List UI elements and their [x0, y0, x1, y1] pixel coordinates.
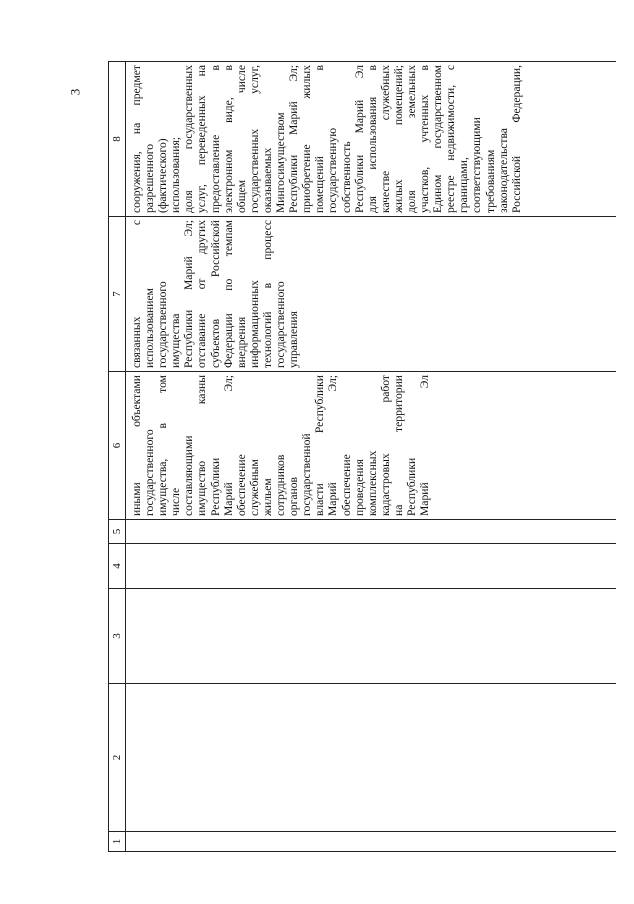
cell-col-5	[126, 520, 617, 544]
page-number: 3	[67, 88, 83, 96]
cell-line: государственного	[156, 281, 170, 368]
header-row	[109, 62, 126, 852]
col-header-6: 6	[109, 372, 126, 520]
cell-line: иными объектами	[130, 375, 143, 516]
cell-line: кадастровых работ	[378, 375, 392, 516]
col-header-3: 3	[109, 589, 126, 684]
cell-line: (фактического)	[156, 138, 170, 213]
col-header-4: 4	[109, 544, 126, 589]
cell-line: услуг, переведенных на	[195, 65, 209, 213]
cell-line: разрешенного	[143, 143, 157, 213]
cell-line: Федерации по темпам	[221, 220, 235, 368]
cell-line: требованиям	[483, 149, 497, 213]
cell-line: реестре недвижимости, с	[444, 65, 458, 213]
cell-line: сооружения, на предмет	[130, 65, 143, 213]
cell-line: внедрения	[234, 316, 248, 368]
cell-line: имущества, в том	[156, 375, 170, 516]
cell-line: числе	[169, 487, 183, 516]
col-header-1: 1	[109, 832, 126, 852]
cell-line: Республики Марий Эл	[352, 65, 366, 213]
cell-line: доля государственных	[182, 65, 196, 213]
col-header-2: 2	[109, 684, 126, 832]
cell-line: использованием	[143, 288, 157, 368]
cell-line: обеспечение	[339, 454, 353, 516]
cell-line: использования;	[169, 136, 183, 213]
cell-line: для использования в	[365, 65, 379, 213]
cell-line: государственных услуг,	[247, 65, 261, 213]
cell-line: помещений в	[313, 65, 327, 213]
cell-line: обеспечение	[234, 454, 248, 516]
cell-line: управления	[287, 311, 301, 368]
cell-col-4	[126, 544, 617, 589]
cell-line: Республики Марий Эл;	[182, 220, 196, 368]
cell-line: государственную	[326, 127, 340, 213]
cell-line: проведения	[352, 459, 366, 516]
cell-line: собственность	[339, 141, 353, 213]
cell-line: отставание от других	[195, 220, 209, 368]
cell-line: границами,	[457, 157, 471, 213]
cell-line: жильем	[260, 478, 274, 516]
cell-line: власти Республики	[313, 375, 327, 516]
cell-line: оказываемых	[260, 147, 274, 213]
cell-line: Едином государственном	[431, 65, 445, 213]
cell-line: связанных с	[130, 220, 143, 368]
cell-line: Мингосимуществом	[274, 112, 288, 213]
cell-line: государственной	[300, 433, 314, 516]
cell-col-8	[126, 62, 617, 217]
cell-line: государственного	[274, 281, 288, 368]
cell-line: сотрудников	[274, 454, 288, 516]
cell-line: имущества	[169, 313, 183, 368]
cell-text-col-7	[126, 217, 300, 371]
cell-text-col-6	[126, 372, 431, 519]
cell-col-6	[126, 372, 617, 520]
cell-line: Республики	[208, 457, 222, 516]
cell-text-col-8	[126, 62, 523, 216]
col-header-8: 8	[109, 62, 126, 217]
rotated-table-wrapper	[108, 62, 628, 852]
cell-line: Марий Эл;	[221, 375, 235, 516]
cell-line: Марий Эл	[418, 375, 432, 516]
cell-line: органов	[287, 477, 301, 516]
cell-line: комплексных	[365, 450, 379, 516]
cell-line: жилых помещений;	[391, 65, 405, 213]
cell-line: государственного	[143, 429, 157, 516]
col-header-7: 7	[109, 217, 126, 372]
cell-col-1	[126, 832, 617, 852]
cell-line: общем числе	[234, 65, 248, 213]
cell-line: законодательства	[496, 128, 510, 213]
col-header-5: 5	[109, 520, 126, 544]
cell-line: качестве служебных	[378, 65, 392, 213]
cell-line: информационных	[247, 280, 261, 368]
cell-line: участков, учтенных в	[418, 65, 432, 213]
cell-line: Республики	[404, 457, 418, 516]
cell-line: Российской Федерации,	[509, 65, 523, 213]
cell-col-7	[126, 217, 617, 372]
cell-line: предоставление в	[208, 65, 222, 213]
cell-line: соответствующими	[470, 117, 484, 213]
cell-line: доля земельных	[404, 65, 418, 213]
cell-col-2	[126, 684, 617, 832]
table-row	[126, 62, 617, 852]
cell-line: приобретение жилых	[300, 65, 314, 213]
cell-line: служебным	[247, 459, 261, 516]
cell-line: на территории	[391, 375, 405, 516]
cell-line: субъектов Российской	[208, 220, 222, 368]
cell-line: Марий Эл;	[326, 375, 340, 516]
cell-line: составляющими	[182, 435, 196, 516]
document-table	[108, 61, 616, 852]
cell-line: технологий в процесс	[260, 220, 274, 368]
cell-line: имущество казны	[195, 375, 209, 516]
cell-line: Республики Марий Эл;	[287, 65, 301, 213]
cell-line: электронном виде, в	[221, 65, 235, 213]
cell-col-3	[126, 589, 617, 684]
